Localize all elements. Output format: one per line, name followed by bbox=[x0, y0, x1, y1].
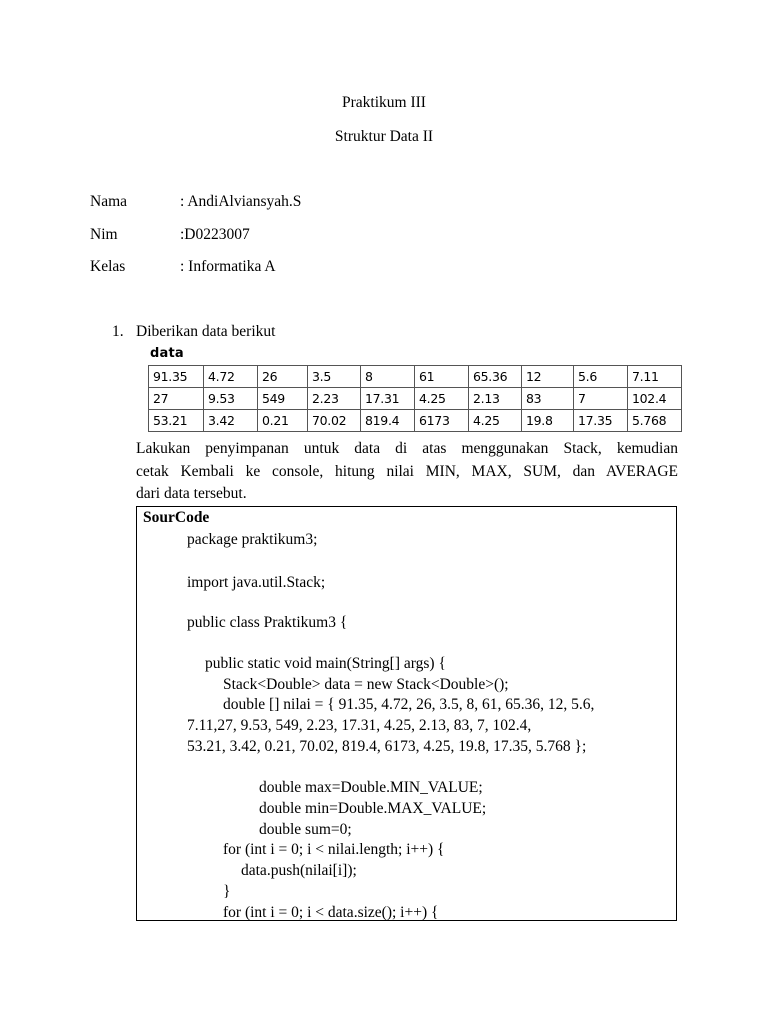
code-line: Stack<Double> data = new Stack<Double>(); bbox=[223, 676, 509, 693]
question-number: 1. bbox=[112, 323, 124, 340]
code-line: double sum=0; bbox=[259, 821, 352, 838]
table-cell: 83 bbox=[522, 388, 574, 410]
table-cell: 70.02 bbox=[308, 410, 361, 432]
table-cell: 17.35 bbox=[574, 410, 628, 432]
instruction-line: cetak Kembali ke console, hitung nilai MIN, MAX, SUM, dan AVERAGE bbox=[136, 462, 678, 480]
info-key: Nama bbox=[90, 193, 128, 210]
table-cell: 102.4 bbox=[628, 388, 682, 410]
table-cell: 91.35 bbox=[149, 366, 204, 388]
code-line: for (int i = 0; i < data.size(); i++) { bbox=[223, 904, 439, 921]
table-row bbox=[149, 388, 682, 410]
document-subtitle: Struktur Data II bbox=[334, 128, 434, 145]
table-cell: 549 bbox=[258, 388, 308, 410]
table-row bbox=[149, 410, 682, 432]
table-cell: 65.36 bbox=[469, 366, 522, 388]
code-line: for (int i = 0; i < nilai.length; i++) { bbox=[223, 841, 445, 858]
table-cell: 3.5 bbox=[308, 366, 361, 388]
table-cell: 7 bbox=[574, 388, 628, 410]
data-table-caption: data bbox=[150, 346, 184, 361]
table-cell: 4.25 bbox=[415, 388, 469, 410]
table-cell: 7.11 bbox=[628, 366, 682, 388]
instruction-line: dari data tersebut. bbox=[136, 485, 247, 502]
table-cell: 0.21 bbox=[258, 410, 308, 432]
data-table bbox=[148, 365, 682, 432]
table-cell: 61 bbox=[415, 366, 469, 388]
table-cell: 5.6 bbox=[574, 366, 628, 388]
table-cell: 5.768 bbox=[628, 410, 682, 432]
code-line: data.push(nilai[i]); bbox=[241, 862, 357, 879]
source-code-box bbox=[136, 506, 677, 921]
code-line: public static void main(String[] args) { bbox=[205, 655, 446, 672]
code-line: double min=Double.MAX_VALUE; bbox=[259, 800, 487, 817]
code-line: public class Praktikum3 { bbox=[187, 614, 348, 631]
info-value: :D0223007 bbox=[180, 226, 250, 243]
table-cell: 9.53 bbox=[204, 388, 258, 410]
table-cell: 3.42 bbox=[204, 410, 258, 432]
table-cell: 8 bbox=[361, 366, 415, 388]
info-value: : Informatika A bbox=[180, 258, 276, 275]
info-key: Nim bbox=[90, 226, 118, 243]
code-line: 53.21, 3.42, 0.21, 70.02, 819.4, 6173, 4.25, 19.8, 17.35, 5.768 }; bbox=[187, 738, 587, 755]
table-cell: 6173 bbox=[415, 410, 469, 432]
table-cell: 26 bbox=[258, 366, 308, 388]
table-cell: 19.8 bbox=[522, 410, 574, 432]
info-key: Kelas bbox=[90, 258, 126, 275]
source-code-title: SourCode bbox=[143, 509, 210, 526]
table-cell: 819.4 bbox=[361, 410, 415, 432]
table-cell: 2.23 bbox=[308, 388, 361, 410]
code-line: } bbox=[223, 883, 231, 900]
code-line: package praktikum3; bbox=[187, 531, 318, 548]
table-cell: 4.72 bbox=[204, 366, 258, 388]
document-title: Praktikum III bbox=[342, 94, 426, 111]
code-line: import java.util.Stack; bbox=[187, 574, 326, 591]
question-text: Diberikan data berikut bbox=[136, 323, 276, 340]
table-row bbox=[149, 366, 682, 388]
instruction-paragraph bbox=[136, 438, 678, 506]
instruction-line: Lakukan penyimpanan untuk data di atas menggunakan Stack, kemudian bbox=[136, 440, 678, 457]
code-line: double max=Double.MIN_VALUE; bbox=[259, 779, 483, 796]
table-cell: 12 bbox=[522, 366, 574, 388]
table-cell: 17.31 bbox=[361, 388, 415, 410]
table-cell: 4.25 bbox=[469, 410, 522, 432]
table-cell: 27 bbox=[149, 388, 204, 410]
info-value: : AndiAlviansyah.S bbox=[180, 193, 302, 210]
code-line: double [] nilai = { 91.35, 4.72, 26, 3.5, 8, 61, 65.36, 12, 5.6, bbox=[223, 696, 595, 713]
code-line: 7.11,27, 9.53, 549, 2.23, 17.31, 4.25, 2.13, 83, 7, 102.4, bbox=[187, 717, 532, 734]
table-cell: 53.21 bbox=[149, 410, 204, 432]
table-cell: 2.13 bbox=[469, 388, 522, 410]
